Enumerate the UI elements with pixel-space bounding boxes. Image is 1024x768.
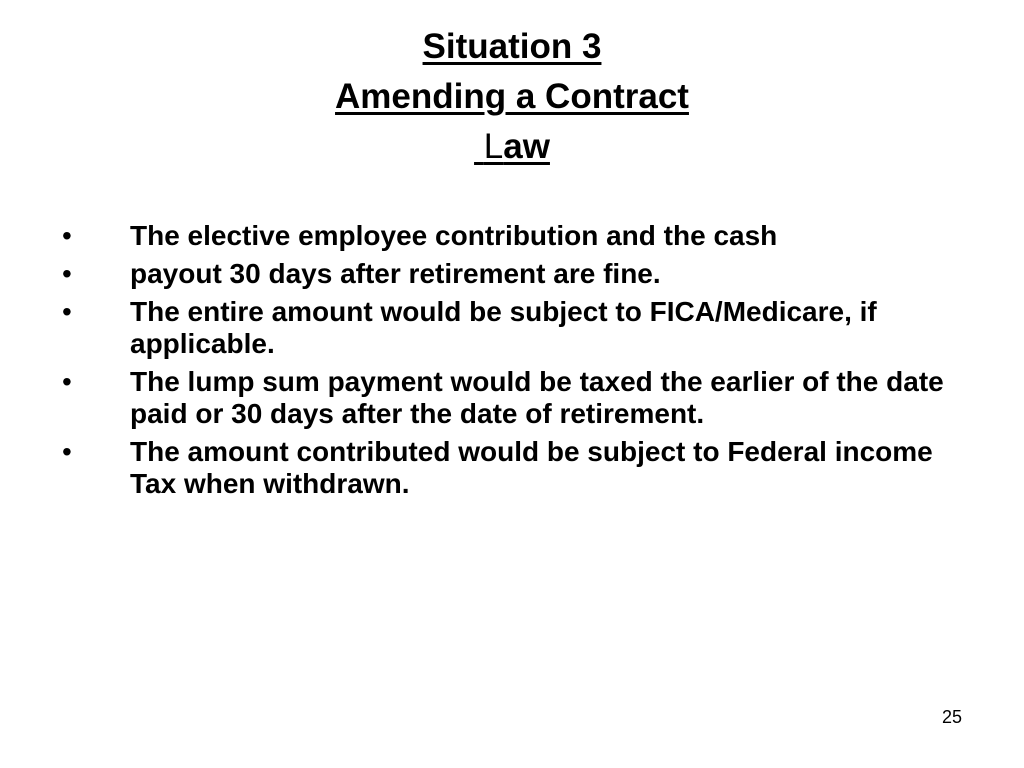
bullet-list: [62, 220, 962, 506]
bullet-item: [62, 366, 962, 430]
title-line-3-lead: [474, 127, 484, 166]
bullet-text: The amount contributed would be subject to Federal income Tax when withdrawn.: [130, 436, 933, 499]
title-line-3-rest: aw: [503, 127, 550, 166]
title-line-3-initial: L: [483, 127, 504, 166]
title-line-1: Situation 3: [422, 27, 602, 66]
slide-title: [0, 22, 1024, 172]
page-number: 25: [941, 707, 962, 727]
bullet-marker: •: [62, 436, 72, 467]
bullet-marker: •: [62, 366, 72, 397]
title-line-3: [474, 127, 550, 166]
bullet-item: [62, 296, 962, 360]
bullet-marker: •: [62, 296, 72, 327]
bullet-item: [62, 220, 962, 252]
bullet-item: [62, 258, 962, 290]
title-line-2: Amending a Contract: [335, 77, 689, 116]
bullet-marker: •: [62, 258, 72, 289]
bullet-item: [62, 436, 962, 500]
bullet-text: The entire amount would be subject to FICA/Medicare, if applicable.: [130, 296, 877, 359]
bullet-text: The lump sum payment would be taxed the earlier of the date paid or 30 days after the date of retirement.: [130, 366, 944, 429]
bullet-marker: •: [62, 220, 72, 251]
bullet-text: payout 30 days after retirement are fine.: [130, 258, 661, 289]
bullet-text: The elective employee contribution and the cash: [130, 220, 778, 251]
